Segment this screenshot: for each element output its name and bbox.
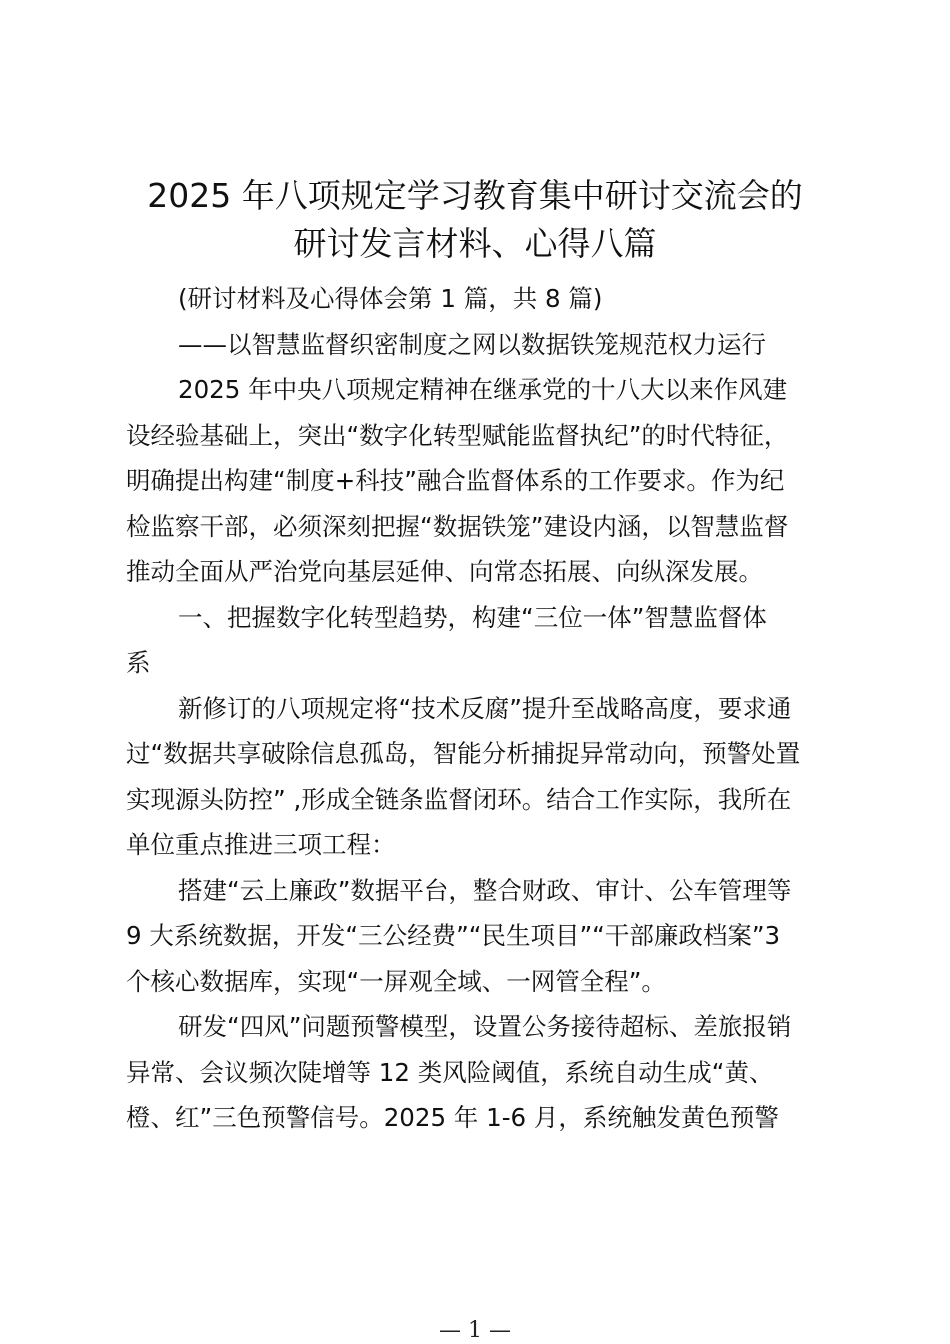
body-line: 明确提出构建“制度+科技”融合监督体系的工作要求。作为纪 bbox=[126, 466, 785, 495]
body-line: ——以智慧监督织密制度之网以数据铁笼规范权力运行 bbox=[178, 329, 766, 359]
body-line: 检监察干部，必须深刻把握“数据铁笼”建设内涵，以智慧监督 bbox=[126, 511, 789, 541]
body-line: 设经验基础上，突出“数字化转型赋能监督执纪”的时代特征， bbox=[126, 420, 789, 450]
document-body bbox=[126, 276, 832, 1141]
body-line: 一、把握数字化转型趋势，构建“三位一体”智慧监督体 bbox=[178, 602, 767, 632]
body-line: 推动全面从严治党向基层延伸、向常态拓展、向纵深发展。 bbox=[126, 557, 763, 586]
body-line: 异常、会议频次陡增等 12 类风险阈值，系统自动生成“黄、 bbox=[126, 1057, 774, 1087]
title-line-2: 研讨发言材料、心得八篇 bbox=[293, 224, 657, 263]
title-line-1: 2025 年八项规定学习教育集中研讨交流会的 bbox=[147, 176, 803, 215]
body-line: 橙、红”三色预警信号。2025 年 1-6 月，系统触发黄色预警 bbox=[126, 1103, 779, 1132]
document-title bbox=[100, 172, 850, 268]
page-number: — 1 — bbox=[439, 1318, 511, 1343]
body-line: 研发“四风”问题预警模型，设置公务接待超标、差旅报销 bbox=[178, 1012, 792, 1041]
body-line: (研讨材料及心得体会第 1 篇，共 8 篇) bbox=[178, 284, 603, 313]
body-line: 搭建“云上廉政”数据平台，整合财政、审计、公车管理等 bbox=[178, 875, 792, 905]
body-line: 9 大系统数据，开发“三公经费”“民生项目”“干部廉政档案”3 bbox=[126, 921, 781, 950]
body-line: 实现源头防控” ,形成全链条监督闭环。结合工作实际，我所在 bbox=[126, 784, 792, 814]
body-line: 过“数据共享破除信息孤岛，智能分析捕捉异常动向，预警处置 bbox=[126, 739, 801, 768]
body-line: 系 bbox=[126, 648, 151, 677]
body-line: 新修订的八项规定将“技术反腐”提升至战略高度，要求通 bbox=[178, 693, 792, 723]
body-line: 2025 年中央八项规定精神在继承党的十八大以来作风建 bbox=[178, 375, 788, 404]
body-line: 单位重点推进三项工程： bbox=[126, 830, 396, 859]
body-line: 个核心数据库，实现“一屏观全域、一网管全程”。 bbox=[126, 966, 666, 996]
